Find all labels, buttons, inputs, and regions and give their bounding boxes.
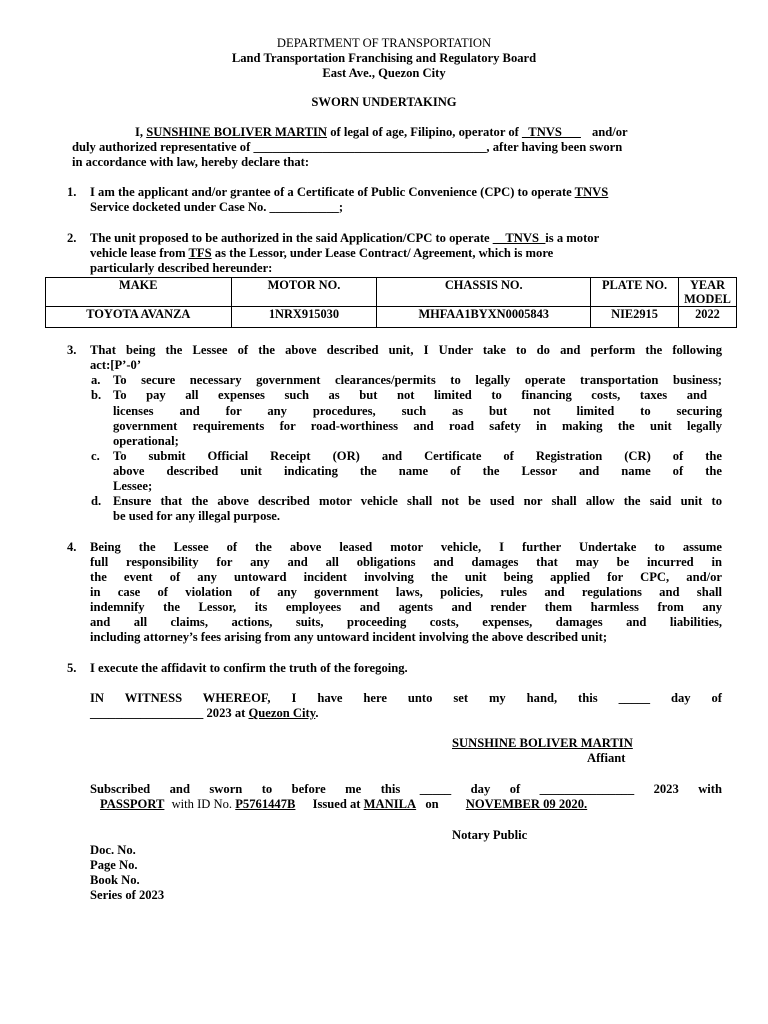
cell-chassis: MHFAA1BYXN0005843 [377, 307, 591, 328]
intro-representative-text: duly authorized representative of [72, 140, 251, 154]
series: Series of 2023 [90, 888, 165, 902]
item-5-text: I execute the affidavit to confirm the truth of the foregoing. [90, 661, 408, 675]
witness-date-text: __________________ 2023 at [90, 706, 246, 720]
document-title: SWORN UNDERTAKING [311, 95, 457, 109]
intro-line-2 [72, 140, 622, 155]
intro-line-3: in accordance with law, hereby declare that: [72, 155, 310, 169]
item-3b-line-3: government requirements for road-worthiness and road safety in making the unit legally [113, 419, 722, 433]
item-2-lessor-text: as the Lessor, under Lease Contract/ Agreement, which is more [214, 246, 554, 260]
item-2-lease-text: vehicle lease from [90, 246, 186, 260]
item-3-line-2: act:[P’-0’ [90, 358, 142, 372]
affiant-label: Affiant [587, 751, 626, 765]
notary-label: Notary Public [452, 828, 528, 842]
witness-line-1: IN WITNESS WHEREOF, I have here unto set my hand, this _____ day of [90, 691, 722, 705]
intro-andor: and/or [591, 125, 628, 139]
witness-line-2 [90, 706, 318, 721]
item-3b-line-2: licenses and for any procedures, such as but not limited to securing [113, 404, 722, 418]
address-heading: East Ave., Quezon City [322, 66, 446, 80]
vehicle-table-header [46, 278, 737, 307]
item-3d-label: d. [91, 494, 102, 508]
item-4-line-4: in case of violation of any government laws, policies, rules and regulations and shall [90, 585, 722, 599]
table-row [46, 307, 737, 328]
col-header-chassis: CHASSIS NO. [377, 278, 591, 307]
item-4-line-7: including attorney’s fees arising from any untoward incident involving the above described unit; [90, 630, 608, 644]
item-3-number: 3. [67, 343, 77, 357]
cell-motor: 1NRX915030 [231, 307, 377, 328]
item-1-line-2: Service docketed under Case No. ___________; [90, 200, 344, 214]
col-header-make: MAKE [46, 278, 232, 307]
item-2-service: __TNVS_ [492, 231, 546, 245]
item-1-number: 1. [67, 185, 77, 199]
col-header-year: YEAR MODEL [678, 278, 736, 307]
item-4-line-6: and all claims, actions, suits, proceeding costs, expenses, damages and liabilities, [90, 615, 722, 629]
issue-date: NOVEMBER 09 2020. [465, 797, 588, 811]
board-heading: Land Transportation Franchising and Regulatory Board [231, 51, 537, 65]
operator-name: SUNSHINE BOLIVER MARTIN [146, 125, 328, 139]
intro-service-type: _TNVS___ [522, 125, 581, 139]
item-2-text-b: is a motor [545, 231, 600, 245]
item-3c-line-3: Lessee; [113, 479, 153, 493]
vehicle-table [45, 277, 737, 328]
item-3b-label: b. [91, 388, 102, 402]
col-header-motor: MOTOR NO. [231, 278, 377, 307]
item-3c-label: c. [91, 449, 100, 463]
item-3-line-1: That being the Lessee of the above described unit, I Under take to do and perform the following [90, 343, 722, 357]
item-4-line-1: Being the Lessee of the above leased motor vehicle, I further Undertake to assume [90, 540, 722, 554]
item-2-line-3: particularly described hereunder: [90, 261, 273, 275]
intro-sworn-text: , after having been sworn [486, 140, 623, 154]
cell-make: TOYOTA AVANZA [46, 307, 232, 328]
item-3a-label: a. [91, 373, 101, 387]
intro-legal-text: of legal of age, Filipino, operator of [330, 125, 519, 139]
item-3a-line-1: To secure necessary government clearances/permits to legally operate transportation business; [113, 373, 722, 387]
cell-year: 2022 [678, 307, 736, 328]
id-number: P5761447B [235, 797, 296, 811]
issue-place: MANILA [363, 797, 417, 811]
lessor-name: TFS [188, 246, 212, 260]
doc-no: Doc. No. [90, 843, 136, 857]
issued-at-text: Issued at [312, 797, 361, 811]
item-3c-line-1: To submit Official Receipt (OR) and Certificate of Registration (CR) of the [113, 449, 722, 463]
item-5-number: 5. [67, 661, 77, 675]
item-2-text: The unit proposed to be authorized in the said Application/CPC to operate [90, 231, 490, 245]
item-4-line-2: full responsibility for any and all obligations and damages that may be incurred in [90, 555, 722, 569]
item-3b-line-1: To pay all expenses such as but not limited to financing costs, taxes and [113, 388, 707, 402]
witness-period: . [315, 706, 319, 720]
cell-plate: NIE2915 [591, 307, 679, 328]
department-heading: DEPARTMENT OF TRANSPORTATION [276, 36, 492, 50]
subscribed-line-2 [100, 797, 587, 812]
representative-blank: _____________________________________ [253, 140, 487, 154]
item-2-line-1 [90, 231, 599, 246]
item-1-service: TNVS [574, 185, 609, 199]
intro-pronoun: I, [135, 125, 144, 139]
page-no: Page No. [90, 858, 138, 872]
item-2-line-2 [90, 246, 553, 261]
witness-city: Quezon City [248, 706, 316, 720]
item-1-text: I am the applicant and/or grantee of a Certificate of Public Convenience (CPC) to operate [90, 185, 572, 199]
intro-line-1 [135, 125, 628, 140]
item-3b-line-4: operational; [113, 434, 179, 448]
with-id-text: with ID No. [171, 797, 233, 811]
item-3d-line-2: be used for any illegal purpose. [113, 509, 281, 523]
item-4-line-5: indemnify the Lessor, its employees and agents and render them harmless from any [90, 600, 722, 614]
item-2-number: 2. [67, 231, 77, 245]
affiant-name: SUNSHINE BOLIVER MARTIN [452, 736, 633, 750]
book-no: Book No. [90, 873, 140, 887]
item-3d-line-1: Ensure that the above described motor vehicle shall not be used nor shall allow the said unit to [113, 494, 722, 508]
item-3c-line-2: above described unit indicating the name of the Lessor and name of the [113, 464, 722, 478]
on-text: on [425, 797, 439, 811]
item-4-number: 4. [67, 540, 77, 554]
col-header-plate: PLATE NO. [591, 278, 679, 307]
item-1-line-1 [90, 185, 608, 200]
item-4-line-3: the event of any untoward incident involving the unit being applied for CPC, and/or [90, 570, 722, 584]
subscribed-line-1: Subscribed and sworn to before me this _____ day of _______________ 2023 with [90, 782, 722, 796]
id-type: PASSPORT [100, 797, 165, 811]
